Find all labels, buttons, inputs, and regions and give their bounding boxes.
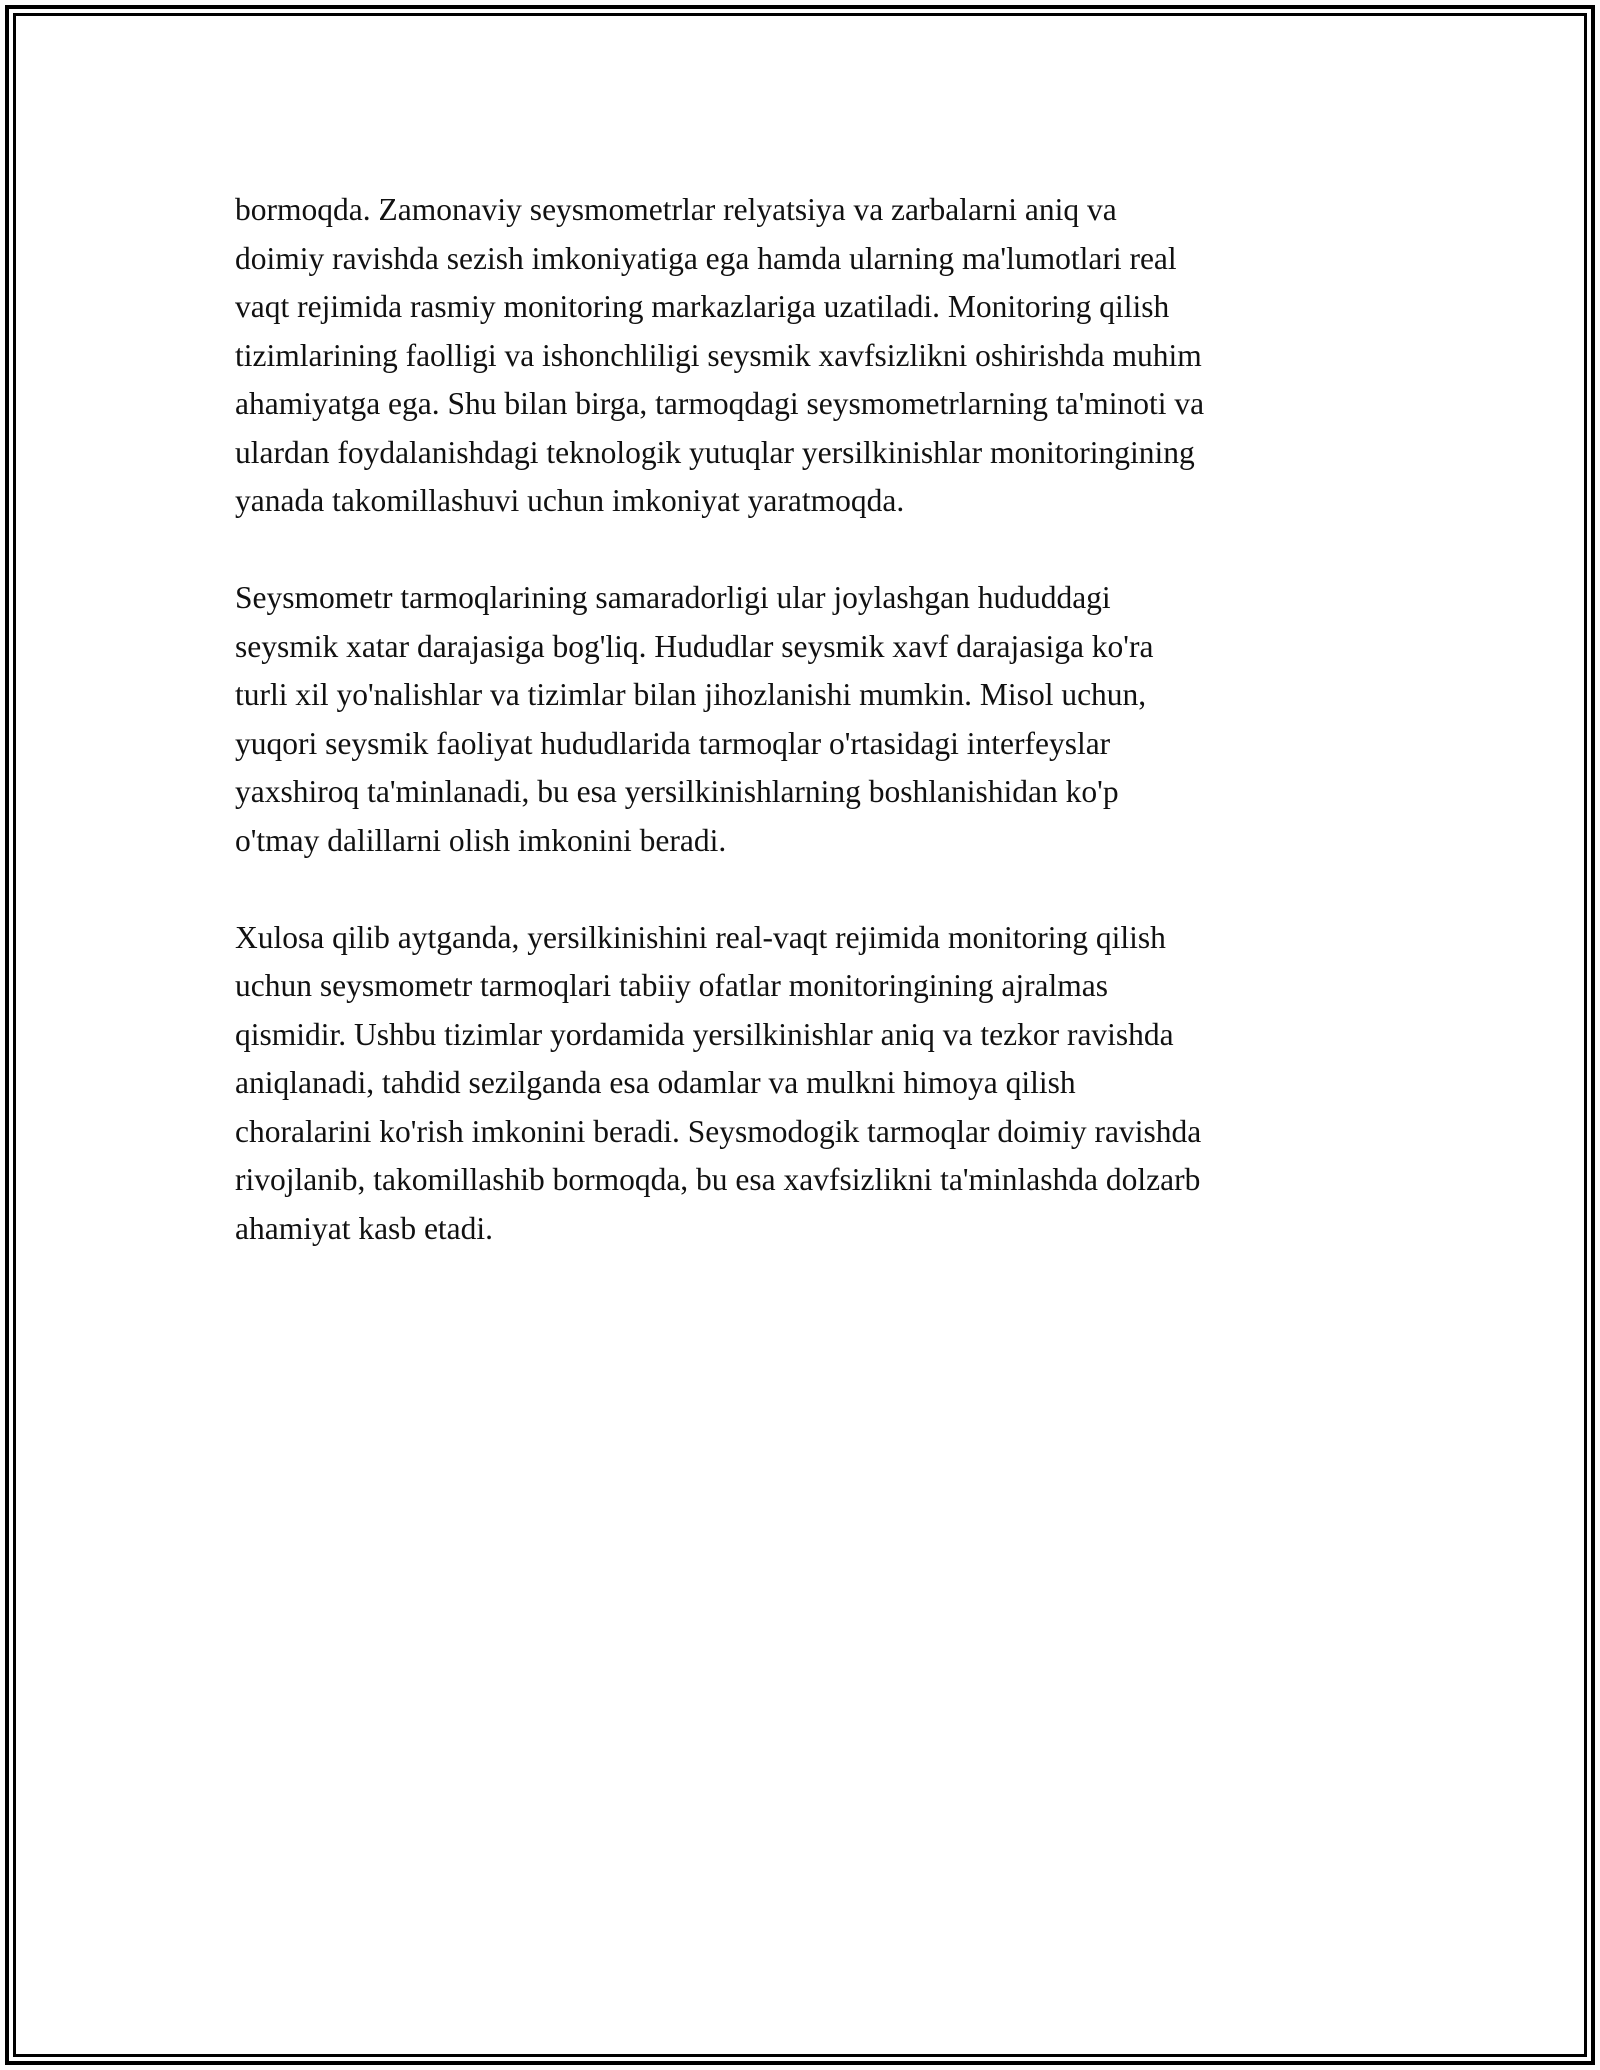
paragraph-2: Seysmometr tarmoqlarining samaradorligi ular joylashgan hududdagi seysmik xatar darajasiga bog'liq. Hududlar seysmik xavf darajasiga ko'ra turli xil yo'nalishlar va tizimlar bilan jihozlanishi mumkin. Misol uchun, yuqori seysmik faoliyat hududlarida tarmoqlar o'rtasidagi interfeyslar yaxshiroq ta'minlanadi, bu esa yersilkinishlarning boshlanishidan ko'p o'tmay dalillarni olish imkonini beradi. xyxy=(235,580,1154,858)
document-body xyxy=(235,186,1365,1302)
paragraph-3: Xulosa qilib aytganda, yersilkinishini real-vaqt rejimida monitoring qilish uchun seysmometr tarmoqlari tabiiy ofatlar monitoringining ajralmas qismidir. Ushbu tizimlar yordamida yersilkinishlar aniq va tezkor ravishda aniqlanadi, tahdid sezilganda esa odamlar va mulkni himoya qilish choralarini ko'rish imkonini beradi. Seysmodogik tarmoqlar doimiy ravishda rivojlanib, takomillashib bormoqda, bu esa xavfsizlikni ta'minlashda dolzarb ahamiyat kasb etadi. xyxy=(235,919,1202,1246)
paragraph-1: bormoqda. Zamonaviy seysmometrlar relyatsiya va zarbalarni aniq va doimiy ravishda sezish imkoniyatiga ega hamda ularning ma'lumotlari real vaqt rejimida rasmiy monitoring markazlariga uzatiladi. Monitoring qilish tizimlarining faolligi va ishonchliligi seysmik xavfsizlikni oshirishda muhim ahamiyatga ega. Shu bilan birga, tarmoqdagi seysmometrlarning ta'minoti va ulardan foydalanishdagi teknologik yutuqlar yersilkinishlar monitoringining yanada takomillashuvi uchun imkoniyat yaratmoqda. xyxy=(235,192,1205,518)
